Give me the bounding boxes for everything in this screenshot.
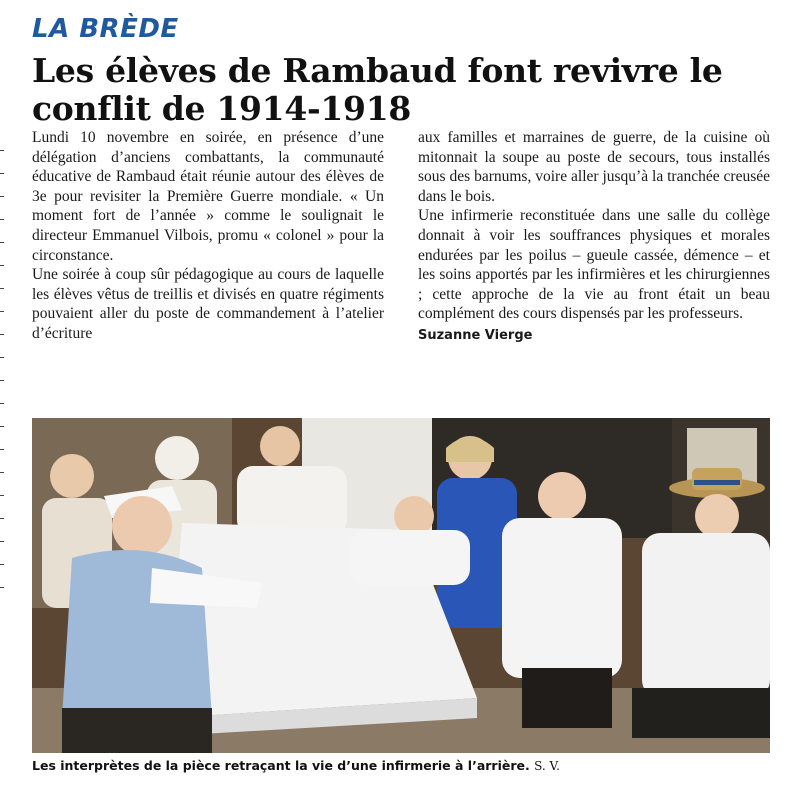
article-headline: Les élèves de Rambaud font revivre le conflit de 1914-1918 <box>32 51 723 128</box>
article-column-1 <box>32 128 384 344</box>
photo-caption <box>32 758 772 773</box>
column1-paragraph-1: Lundi 10 novembre en soirée, en présence d’une délégation d’anciens combattants, la communauté éducative de Rambaud était réunie autour des élèves de 3e pour revisiter la Première Guerre mondiale. « Un moment fort de l’année » comme le soulignait le directeur Emmanuel Vilbois, promu « colonel » pour la circonstance. <box>32 129 384 264</box>
section-kicker: LA BRÈDE <box>32 14 179 44</box>
column1-paragraph-2: Une soirée à coup sûr pédagogique au cours de laquelle les élèves vêtus de treillis et divisés en quatre régiments pouvaient aller du poste de commandement à l’atelier d’écriture <box>32 266 384 342</box>
column2-paragraph-2: Une infirmerie reconstituée dans une salle du collège donnait à voir les souffrances physiques et morales endurées par les poilus – gueule cassée, démence – et les soins apportés par les infirmières et les chirurgiennes ; cette approche de la vie au front était un beau complément des cours dispensés par les professeurs. <box>418 207 770 323</box>
author-byline: Suzanne Vierge <box>418 327 533 343</box>
photo-credit: S. V. <box>534 759 560 773</box>
article-column-2 <box>418 128 770 346</box>
page-edge-marks <box>0 150 6 630</box>
caption-text: Les interprètes de la pièce retraçant la vie d’une infirmerie à l’arrière. <box>32 758 530 773</box>
column2-paragraph-1: aux familles et marraines de guerre, de la cuisine où mitonnait la soupe au poste de secours, tous installés sous des barnums, voire aller jusqu’à la tranchée creusée dans le bois. <box>418 129 770 205</box>
infirmary-scene-illustration <box>32 418 770 753</box>
article-photo <box>32 418 770 753</box>
